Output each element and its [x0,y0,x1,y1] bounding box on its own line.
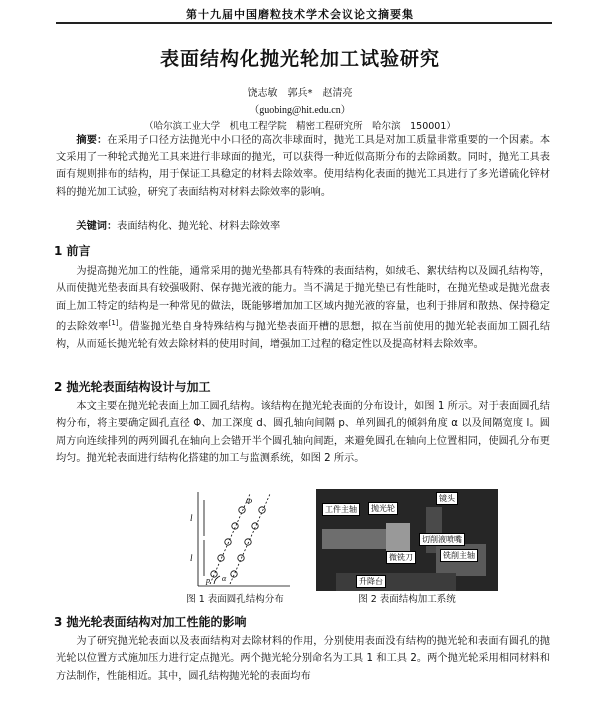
running-header: 第十九届中国磨粒技术学术会议论文摘要集 [186,8,414,21]
section-1-body-cont: 。借鉴抛光垫自身特殊结构与抛光垫表面开槽的思想，拟在当前使用的抛光轮表面加工圆孔结构，从而延长抛光轮有效去除材料的使用时间，增强加工过程的稳定性以及提高材料去除效率。 [56,321,551,350]
affiliation: （哈尔滨工业大学 机电工程学院 精密工程研究所 哈尔滨 150001） [144,121,456,132]
figure-1-hole-distribution [180,488,295,590]
abstract-text: 在采用子口径方法抛光中小口径的高次非球面时，抛光工具是对加工质量非常重要的一个因素。本文采用了一种轮式抛光工具来进行非球面的抛光，可以获得一种近似高斯分布的去除函数。同时，抛光工具表面有规则排布的结构，用于保证工具稳定的材料去除效率。使用结构化表面的抛光工具进行了多光谱硫化锌材料的抛光加工试验，研究了表面结构对材料去除效率的影响。 [56,135,551,198]
fig1-hole [259,507,265,513]
lift-table-shape [336,573,456,591]
citation-ref: [1] [108,318,119,327]
fig1-hole [211,571,217,577]
authors: 饶志敏 郭兵* 赵清亮 [247,88,353,99]
fig1-hole [231,571,237,577]
fig1-hole [225,539,231,545]
fig2-label-coolant: 切削液喷嘴 [419,533,465,546]
fig1-hole [245,539,251,545]
fig2-label-lift: 升降台 [356,575,386,588]
header-rule [56,22,552,24]
fig1-label-l2: l [190,553,193,563]
abstract [56,132,550,201]
section-3-heading: 3 抛光轮表面结构对加工性能的影响 [54,615,247,629]
fig2-label-micro-mill: 微铣刀 [386,551,416,564]
fig1-label-l1: l [190,513,193,523]
author-email: （guobing@hit.edu.cn） [249,105,351,116]
keywords [56,219,550,235]
section-1-text [56,263,550,353]
fig2-label-wheel: 抛光轮 [368,502,398,515]
workpiece-spindle-shape [322,529,392,549]
polishing-wheel-shape [386,523,410,553]
fig1-label-p: p [206,576,210,585]
keywords-label: 关键词： [76,221,118,232]
fig2-label-spindle: 工件主轴 [322,503,360,516]
fig2-label-lens: 镜头 [436,492,458,505]
fig1-hole [218,555,224,561]
figure-2-photo [316,489,498,591]
fig1-hole [239,507,245,513]
figure-1-caption: 图 1 表面圆孔结构分布 [186,594,284,605]
fig1-label-phi: Φ [246,497,253,506]
section-1-heading: 1 前言 [54,244,91,258]
abstract-label: 摘要： [76,135,108,146]
fig1-label-alpha: α [222,574,227,583]
figure-2-caption: 图 2 表面结构加工系统 [358,594,456,605]
paper-title: 表面结构化抛光轮加工试验研究 [159,48,440,70]
section-3-text: 为了研究抛光轮表面以及表面结构对去除材料的作用，分别使用表面没有结构的抛光轮和表面有圆孔的抛光轮以位置方式施加压力进行定点抛光。两个抛光轮分别命名为工具 1 和工具 2。两个抛光轮采用相同材料和方法制作，性能相近。其中，圆孔结构抛光轮的表面均布 [56,636,550,682]
fig1-hole [238,555,244,561]
keywords-text: 表面结构化、抛光轮、材料去除效率 [117,221,281,232]
section-1-body: 为提高抛光加工的性能，通常采用的抛光垫都具有特殊的表面结构，如绒毛、絮状结构以及圆孔结构等，从而使抛光垫表面具有较强吸附、保存抛光液的能力。当不满足于抛光垫已有性能时，在抛光垫或是抛光盘表面上加工特定的结构是一种常见的做法，既能够增加加工区域内抛光液的容量，也利于排屑和散热、保持稳定的去除效率 [56,266,550,333]
section-2-heading: 2 抛光轮表面结构设计与加工 [54,380,211,394]
fig2-label-mill-spindle: 铣削主轴 [440,549,478,562]
section-2-text: 本文主要在抛光轮表面上加工圆孔结构。该结构在抛光轮表面的分布设计，如图 1 所示。对于表面圆孔结构分布，将主要确定圆孔直径 Φ、加工深度 d、圆孔轴向间隔 p、单列圆孔的倾斜角度 α 以及间隔宽度 l。圆周方向连续排列的两列圆孔在轴向上会错开半个圆孔轴向间距，来避免圆孔在轴向上位置相同，使圆孔分布更均匀。抛光轮表面进行结构化搭建的加工与监测系统，如图 2 所示。 [56,401,550,464]
